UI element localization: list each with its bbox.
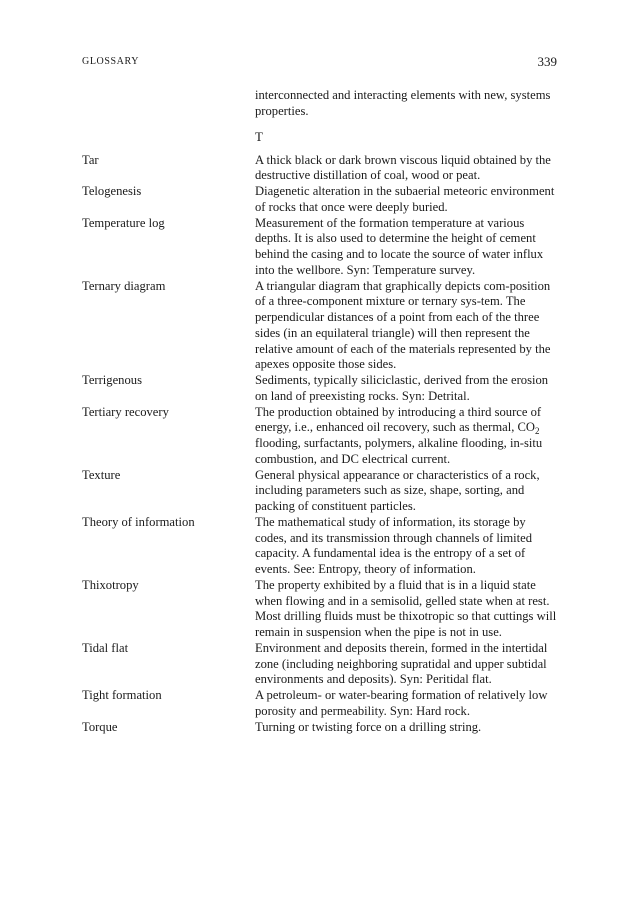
glossary-term: Tidal flat xyxy=(82,640,129,655)
glossary-term: Terrigenous xyxy=(82,373,142,387)
glossary-entry xyxy=(82,216,560,279)
glossary-entry xyxy=(82,720,560,736)
glossary-definition: Sediments, typically siliciclastic, derived from the erosion on land of preexisting rocks. Syn: Detrital. xyxy=(255,373,549,403)
glossary-entry xyxy=(82,641,560,688)
glossary-term: Telogenesis xyxy=(82,184,142,198)
glossary-entry xyxy=(82,373,560,405)
glossary-definition: The property exhibited by a fluid that is in a liquid state when flowing and in a semisolid, gelled state when at rest. Most drilling fluids must be thixotropic so that cuttings will remain in suspension when the pipe is not in use. xyxy=(255,577,557,639)
glossary-definition xyxy=(255,405,560,468)
glossary-entry xyxy=(82,184,560,216)
glossary-definition: A petroleum- or water-bearing formation of relatively low porosity and permeability. Syn: Hard rock. xyxy=(255,688,548,718)
glossary-entry xyxy=(82,405,560,468)
glossary-body xyxy=(82,88,560,735)
glossary-term: Tertiary recovery xyxy=(82,404,169,419)
glossary-definition: General physical appearance or characteristics of a rock, including parameters such as size, shape, sorting, and packing of constituent particles. xyxy=(255,467,540,513)
continued-definition: interconnected and interacting elements with new, systems properties. xyxy=(255,88,551,118)
glossary-term: Temperature log xyxy=(82,215,165,230)
running-head xyxy=(82,56,557,72)
glossary-entry xyxy=(82,688,560,720)
glossary-definition: A triangular diagram that graphically depicts com-position of a three-component mixture or ternary sys-tem. The perpendicular distances of a point from each of the three sides (in an equilateral triangle) will then represent the relative amount of each of the materials represented by the apexes opposite those sides. xyxy=(255,278,551,372)
glossary-definition: Diagenetic alteration in the subaerial meteoric environment of rocks that once were deeply buried. xyxy=(255,184,555,214)
glossary-entry xyxy=(82,578,560,641)
glossary-entry xyxy=(82,153,560,185)
running-title: GLOSSARY xyxy=(82,56,140,67)
glossary-definition: Environment and deposits therein, formed in the intertidal zone (including neighboring supratidal and upper subtidal environments and deposits). Syn: Peritidal flat. xyxy=(255,640,548,687)
glossary-definition: The mathematical study of information, its storage by codes, and its transmission through channels of limited capacity. A fundamental idea is the entropy of a set of events. See: Entropy, theory of information. xyxy=(255,514,533,576)
glossary-term: Theory of information xyxy=(82,514,195,529)
glossary-term: Texture xyxy=(82,467,121,482)
glossary-entry xyxy=(82,515,560,578)
subscript-two: 2 xyxy=(535,426,540,437)
section-letter: T xyxy=(255,128,263,144)
glossary-definition: Turning or twisting force on a drilling string. xyxy=(255,719,482,734)
page-number: 339 xyxy=(537,54,557,69)
glossary-definition: Measurement of the formation temperature at various depths. It is also used to determine the height of cement behind the casing and to locate the source of water influx into the wellbore. Syn: Temperature survey. xyxy=(255,215,544,277)
glossary-term: Tight formation xyxy=(82,688,162,702)
glossary-entry xyxy=(82,279,560,374)
glossary-term: Torque xyxy=(82,719,118,734)
glossary-definition: A thick black or dark brown viscous liquid obtained by the destructive distillation of coal, wood or peat. xyxy=(255,152,551,183)
definition-text-part: The production obtained by introducing a third source of energy, i.e., enhanced oil recovery, such as thermal, CO xyxy=(255,404,542,435)
definition-text-part: flooding, surfactants, polymers, alkaline flooding, in-situ combustion, and DC electrical current. xyxy=(255,436,543,466)
glossary-term: Tar xyxy=(82,152,99,167)
glossary-entry xyxy=(82,468,560,515)
glossary-term: Thixotropy xyxy=(82,577,139,592)
glossary-term: Ternary diagram xyxy=(82,278,166,293)
